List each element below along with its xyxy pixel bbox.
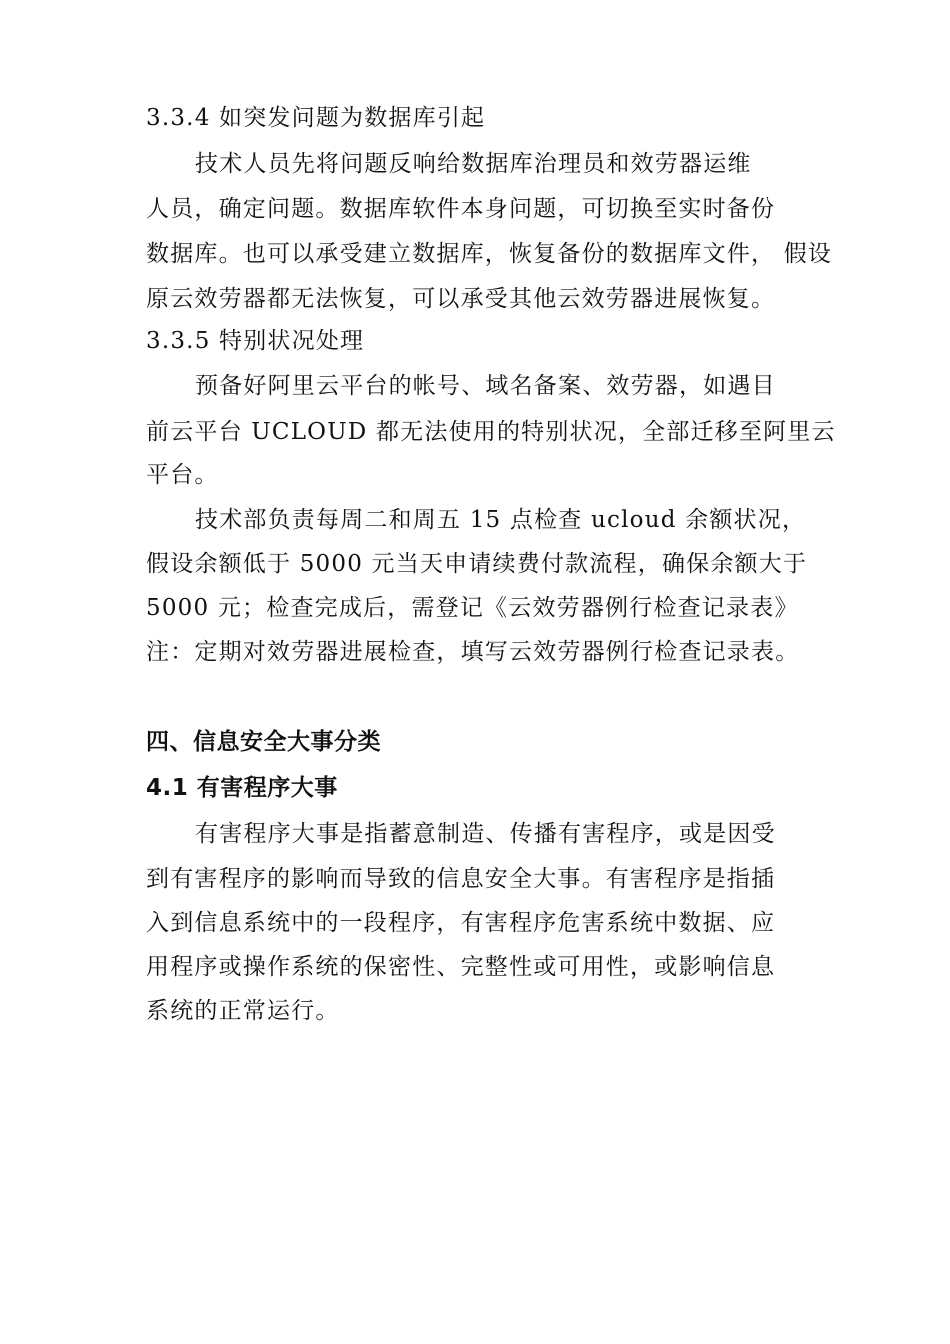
section-3-3-4-line-2: 人员，确定问题。数据库软件本身问题，可切换至实时备份 — [146, 196, 776, 222]
section-4-1-line-5: 系统的正常运行。 — [146, 998, 340, 1024]
section-3-3-5-p2-line-4: 注：定期对效劳器进展检查，填写云效劳器例行检查记录表。 — [146, 639, 800, 665]
section-4-1-line-3: 入到信息系统中的一段程序，有害程序危害系统中数据、应 — [146, 910, 776, 936]
section-3-3-4-line-4: 原云效劳器都无法恢复，可以承受其他云效劳器进展恢复。 — [146, 286, 776, 312]
section-4-1-line-4: 用程序或操作系统的保密性、完整性或可用性，或影响信息 — [146, 954, 776, 980]
section-3-3-5-title: 3.3.5 特别状况处理 — [146, 328, 365, 354]
chapter-4-title: 四、信息安全大事分类 — [146, 729, 381, 755]
section-4-1-line-1: 有害程序大事是指蓄意制造、传播有害程序，或是因受 — [195, 821, 776, 847]
section-3-3-4-title: 3.3.4 如突发问题为数据库引起 — [146, 105, 486, 131]
section-3-3-4-line-3: 数据库。也可以承受建立数据库，恢复备份的数据库文件， 假设 — [146, 241, 833, 267]
section-3-3-5-p2-line-2: 假设余额低于 5000 元当天申请续费付款流程，确保余额大于 — [146, 551, 808, 577]
section-3-3-5-p1-line-3: 平台。 — [146, 462, 219, 488]
section-3-3-5-p2-line-3: 5000 元；检查完成后，需登记《云效劳器例行检查记录表》 — [146, 595, 799, 621]
section-3-3-5-p2-line-1: 技术部负责每周二和周五 15 点检查 ucloud 余额状况， — [195, 507, 807, 533]
section-3-3-5-p1-line-2: 前云平台 UCLOUD 都无法使用的特别状况，全部迁移至阿里云 — [146, 419, 836, 445]
section-4-1-line-2: 到有害程序的影响而导致的信息安全大事。有害程序是指插 — [146, 866, 776, 892]
section-3-3-4-line-1: 技术人员先将问题反响给数据库治理员和效劳器运维 — [195, 151, 752, 177]
section-3-3-5-p1-line-1: 预备好阿里云平台的帐号、域名备案、效劳器，如遇目 — [195, 373, 776, 399]
section-4-1-title: 4.1 有害程序大事 — [146, 775, 338, 801]
